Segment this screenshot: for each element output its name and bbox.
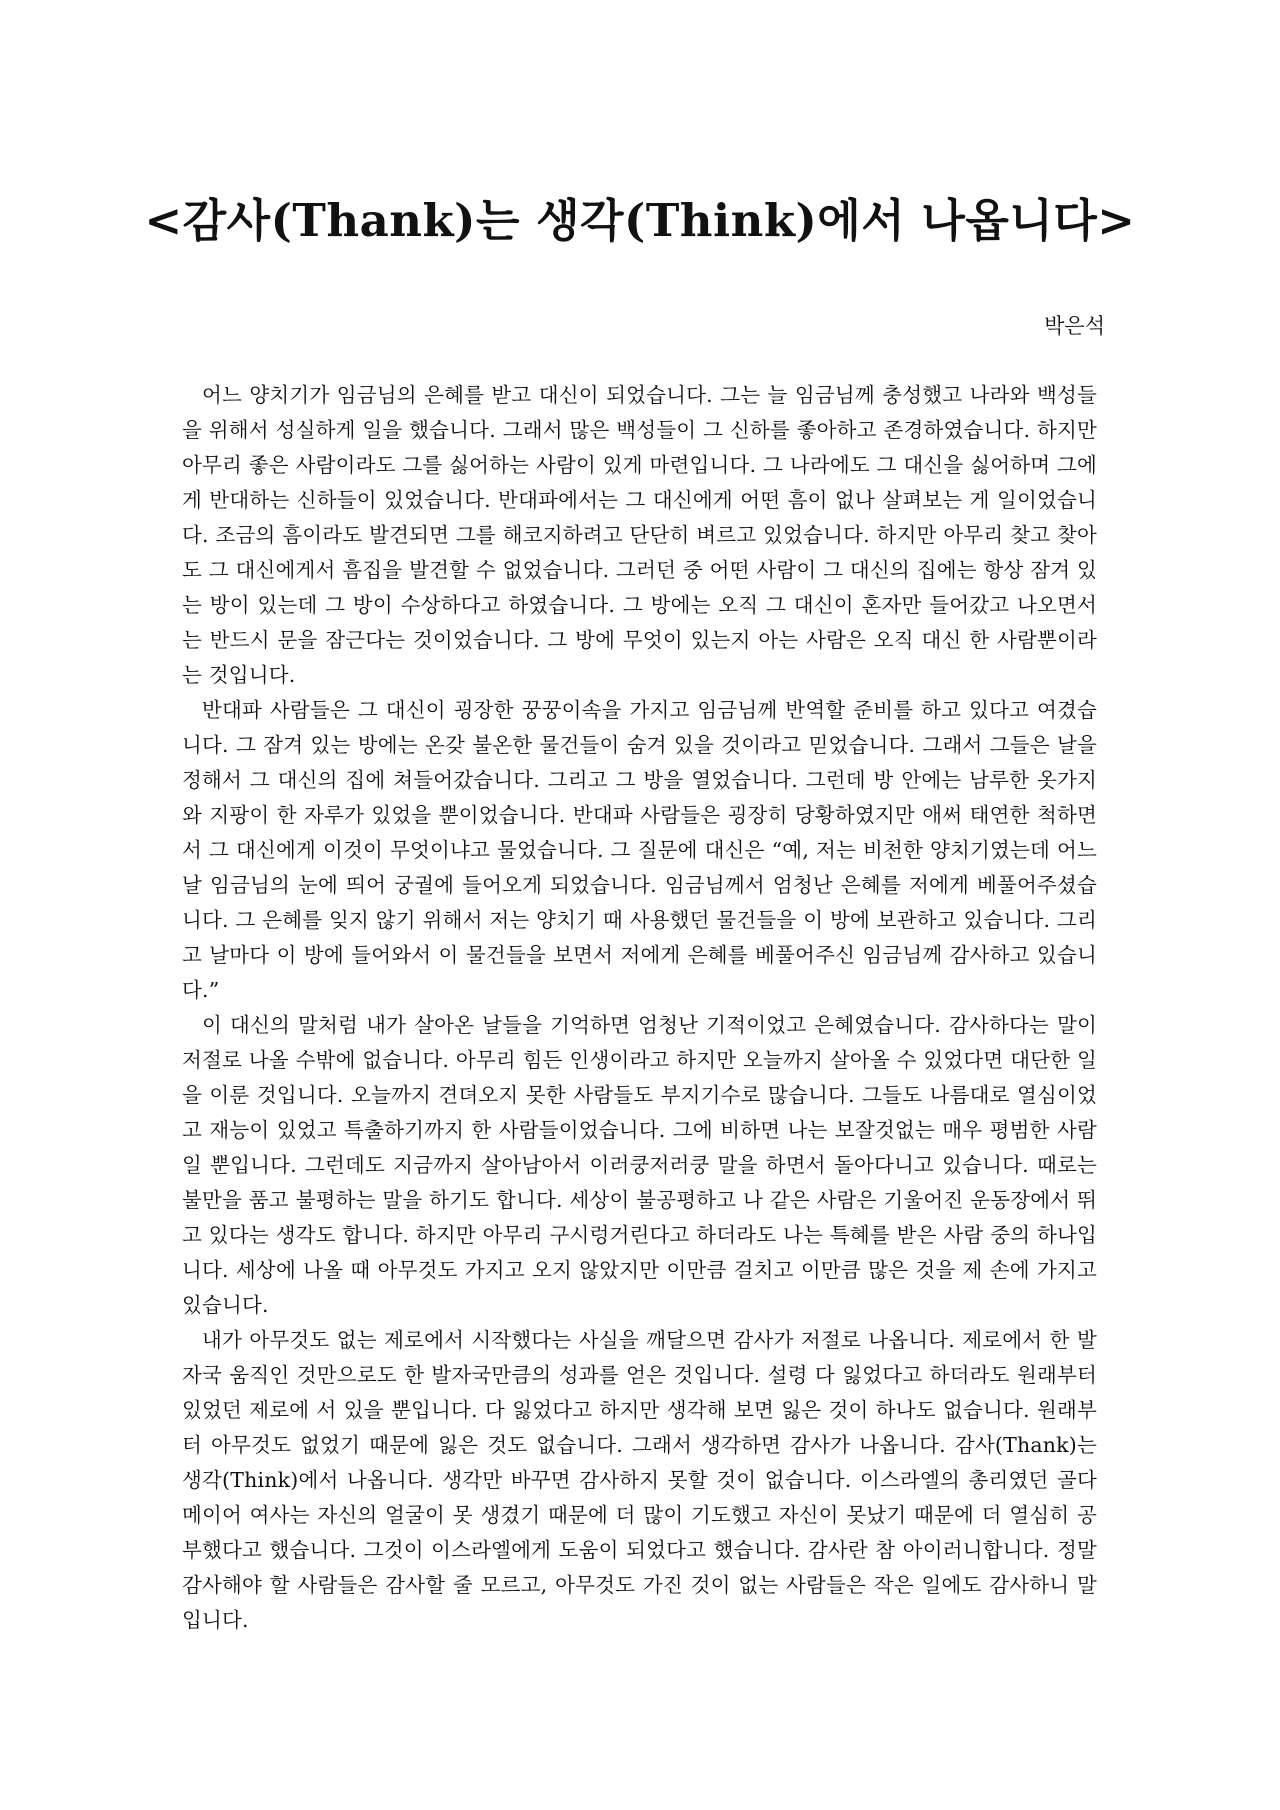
document-title: <감사(Thank)는 생각(Think)에서 나옵니다> <box>144 194 1136 247</box>
author-name: 박은석 <box>1044 314 1105 338</box>
paragraph-4: 내가 아무것도 없는 제로에서 시작했다는 사실을 깨달으면 감사가 저절로 나옵니다. 제로에서 한 발자국 움직인 것만으로도 한 발자국만큼의 성과를 얻은 것입니다. 설령 다 잃었다고 하더라도 원래부터 있었던 제로에 서 있을 뿐입니다. 다 잃었다고 하지만 생각해 보면 잃은 것이 하나도 없습니다. 원래부터 아무것도 없었기 때문에 잃은 것도 없습니다. 그래서 생각하면 감사가 나옵니다. 감사(Thank)는 생각(Think)에서 나옵니다. 생각만 바꾸면 감사하지 못할 것이 없습니다. 이스라엘의 총리였던 골다 메이어 여사는 자신의 얼굴이 못 생겼기 때문에 더 많이 기도했고 자신이 못났기 때문에 더 열심히 공부했다고 했습니다. 그것이 이스라엘에게 도움이 되었다고 했습니다. 감사란 참 아이러니합니다. 정말 감사해야 할 사람들은 감사할 줄 모르고, 아무것도 가진 것이 없는 사람들은 작은 일에도 감사하니 말입니다. <box>182 1328 1097 1632</box>
paragraph-1: 어느 양치기가 임금님의 은혜를 받고 대신이 되었습니다. 그는 늘 임금님께 충성했고 나라와 백성들을 위해서 성실하게 일을 했습니다. 그래서 많은 백성들이 그 신하를 좋아하고 존경하였습니다. 하지만 아무리 좋은 사람이라도 그를 싫어하는 사람이 있게 마련입니다. 그 나라에도 그 대신을 싫어하며 그에게 반대하는 신하들이 있었습니다. 반대파에서는 그 대신에게 어떤 흠이 없나 살펴보는 게 일이었습니다. 조금의 흠이라도 발견되면 그를 해코지하려고 단단히 벼르고 있었습니다. 하지만 아무리 찾고 찾아도 그 대신에게서 흠집을 발견할 수 없었습니다. 그러던 중 어떤 사람이 그 대신의 집에는 항상 잠겨 있는 방이 있는데 그 방이 수상하다고 하였습니다. 그 방에는 오직 그 대신이 혼자만 들어갔고 나오면서는 반드시 문을 잠근다는 것이었습니다. 그 방에 무엇이 있는지 아는 사람은 오직 대신 한 사람뿐이라는 것입니다. <box>182 383 1097 687</box>
paragraph-2: 반대파 사람들은 그 대신이 굉장한 꿍꿍이속을 가지고 임금님께 반역할 준비를 하고 있다고 여겼습니다. 그 잠겨 있는 방에는 온갖 불온한 물건들이 숨겨 있을 것이라고 믿었습니다. 그래서 그들은 날을 정해서 그 대신의 집에 쳐들어갔습니다. 그리고 그 방을 열었습니다. 그런데 방 안에는 남루한 옷가지와 지팡이 한 자루가 있었을 뿐이었습니다. 반대파 사람들은 굉장히 당황하였지만 애써 태연한 척하면서 그 대신에게 이것이 무엇이냐고 물었습니다. 그 질문에 대신은 “예, 저는 비천한 양치기였는데 어느 날 임금님의 눈에 띄어 궁궐에 들어오게 되었습니다. 임금님께서 엄청난 은혜를 저에게 베풀어주셨습니다. 그 은혜를 잊지 않기 위해서 저는 양치기 때 사용했던 물건들을 이 방에 보관하고 있습니다. 그리고 날마다 이 방에 들어와서 이 물건들을 보면서 저에게 은혜를 베풀어주신 임금님께 감사하고 있습니다.” <box>182 698 1097 1002</box>
paragraph-3: 이 대신의 말처럼 내가 살아온 날들을 기억하면 엄청난 기적이었고 은혜였습니다. 감사하다는 말이 저절로 나올 수밖에 없습니다. 아무리 힘든 인생이라고 하지만 오늘까지 살아올 수 있었다면 대단한 일을 이룬 것입니다. 오늘까지 견뎌오지 못한 사람들도 부지기수로 많습니다. 그들도 나름대로 열심이었고 재능이 있었고 특출하기까지 한 사람들이었습니다. 그에 비하면 나는 보잘것없는 매우 평범한 사람일 뿐입니다. 그런데도 지금까지 살아남아서 이러쿵저러쿵 말을 하면서 돌아다니고 있습니다. 때로는 불만을 품고 불평하는 말을 하기도 합니다. 세상이 불공평하고 나 같은 사람은 기울어진 운동장에서 뛰고 있다는 생각도 합니다. 하지만 아무리 구시렁거린다고 하더라도 나는 특혜를 받은 사람 중의 하나입니다. 세상에 나올 때 아무것도 가지고 오지 않았지만 이만큼 걸치고 이만큼 많은 것을 제 손에 가지고 있습니다. <box>182 1013 1097 1317</box>
document-body <box>182 378 1097 1638</box>
